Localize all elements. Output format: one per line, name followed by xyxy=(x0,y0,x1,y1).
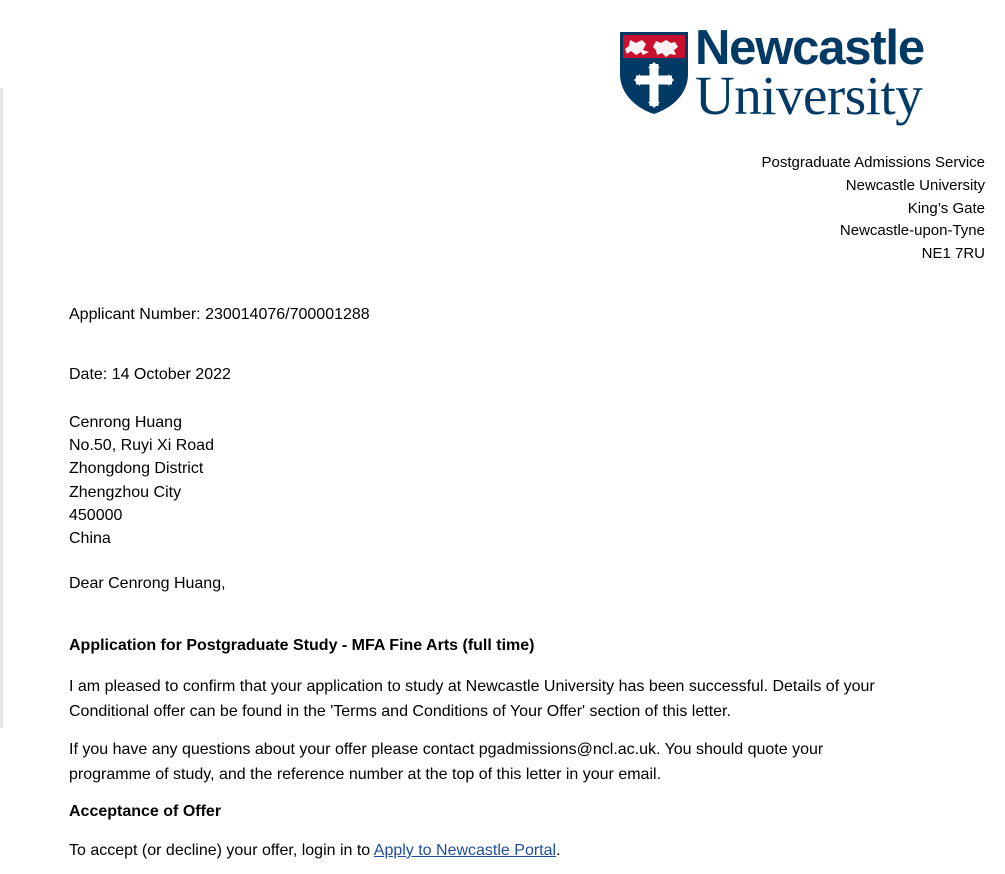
recipient-line: Cenrong Huang xyxy=(69,414,182,431)
letter-date: Date: 14 October 2022 xyxy=(69,366,231,383)
recipient-line: Zhengzhou City xyxy=(69,483,182,501)
page-edge-shadow xyxy=(0,88,3,728)
salutation: Dear Cenrong Huang, xyxy=(69,575,226,592)
recipient-line: No.50, Ruyi Xi Road xyxy=(69,437,214,455)
logo-wordmark-university: University xyxy=(695,65,923,126)
address-line: King’s Gate xyxy=(907,199,985,217)
paragraph-line: If you have any questions about your offer please contact pgadmissions@ncl.ac.uk. You should quote your xyxy=(69,741,824,758)
acceptance-instruction xyxy=(69,842,561,860)
acceptance-prefix: To accept (or decline) your offer, login in to xyxy=(69,842,374,859)
recipient-address xyxy=(69,411,214,550)
paragraph-line: programme of study, and the reference number at the top of this letter in your email. xyxy=(69,766,662,783)
recipient-line: 450000 xyxy=(69,506,123,524)
sender-address xyxy=(762,152,985,266)
recipient-line: Zhongdong District xyxy=(69,460,204,478)
questions-paragraph xyxy=(69,737,969,787)
address-line: Newcastle-upon-Tyne xyxy=(839,222,985,240)
applicant-number: Applicant Number: 230014076/700001288 xyxy=(69,306,370,323)
address-line: Postgraduate Admissions Service xyxy=(761,154,985,171)
acceptance-suffix: . xyxy=(556,842,561,859)
address-line: NE1 7RU xyxy=(921,245,985,263)
newcastle-university-logo xyxy=(618,21,948,126)
apply-portal-link[interactable]: Apply to Newcastle Portal xyxy=(373,842,557,859)
logo-wordmark-newcastle: Newcastle xyxy=(695,21,924,75)
university-crest-icon xyxy=(618,30,690,116)
letter-subject: Application for Postgraduate Study - MFA Fine Arts (full time) xyxy=(69,637,535,654)
paragraph-line: I am pleased to confirm that your application to study at Newcastle University has been successful. Details of your xyxy=(69,678,875,695)
address-line: Newcastle University xyxy=(845,176,985,194)
acceptance-heading: Acceptance of Offer xyxy=(69,803,222,820)
paragraph-line: Conditional offer can be found in the 'Terms and Conditions of Your Offer' section of this letter. xyxy=(69,703,731,720)
confirmation-paragraph xyxy=(69,674,969,724)
recipient-line: China xyxy=(69,530,111,548)
